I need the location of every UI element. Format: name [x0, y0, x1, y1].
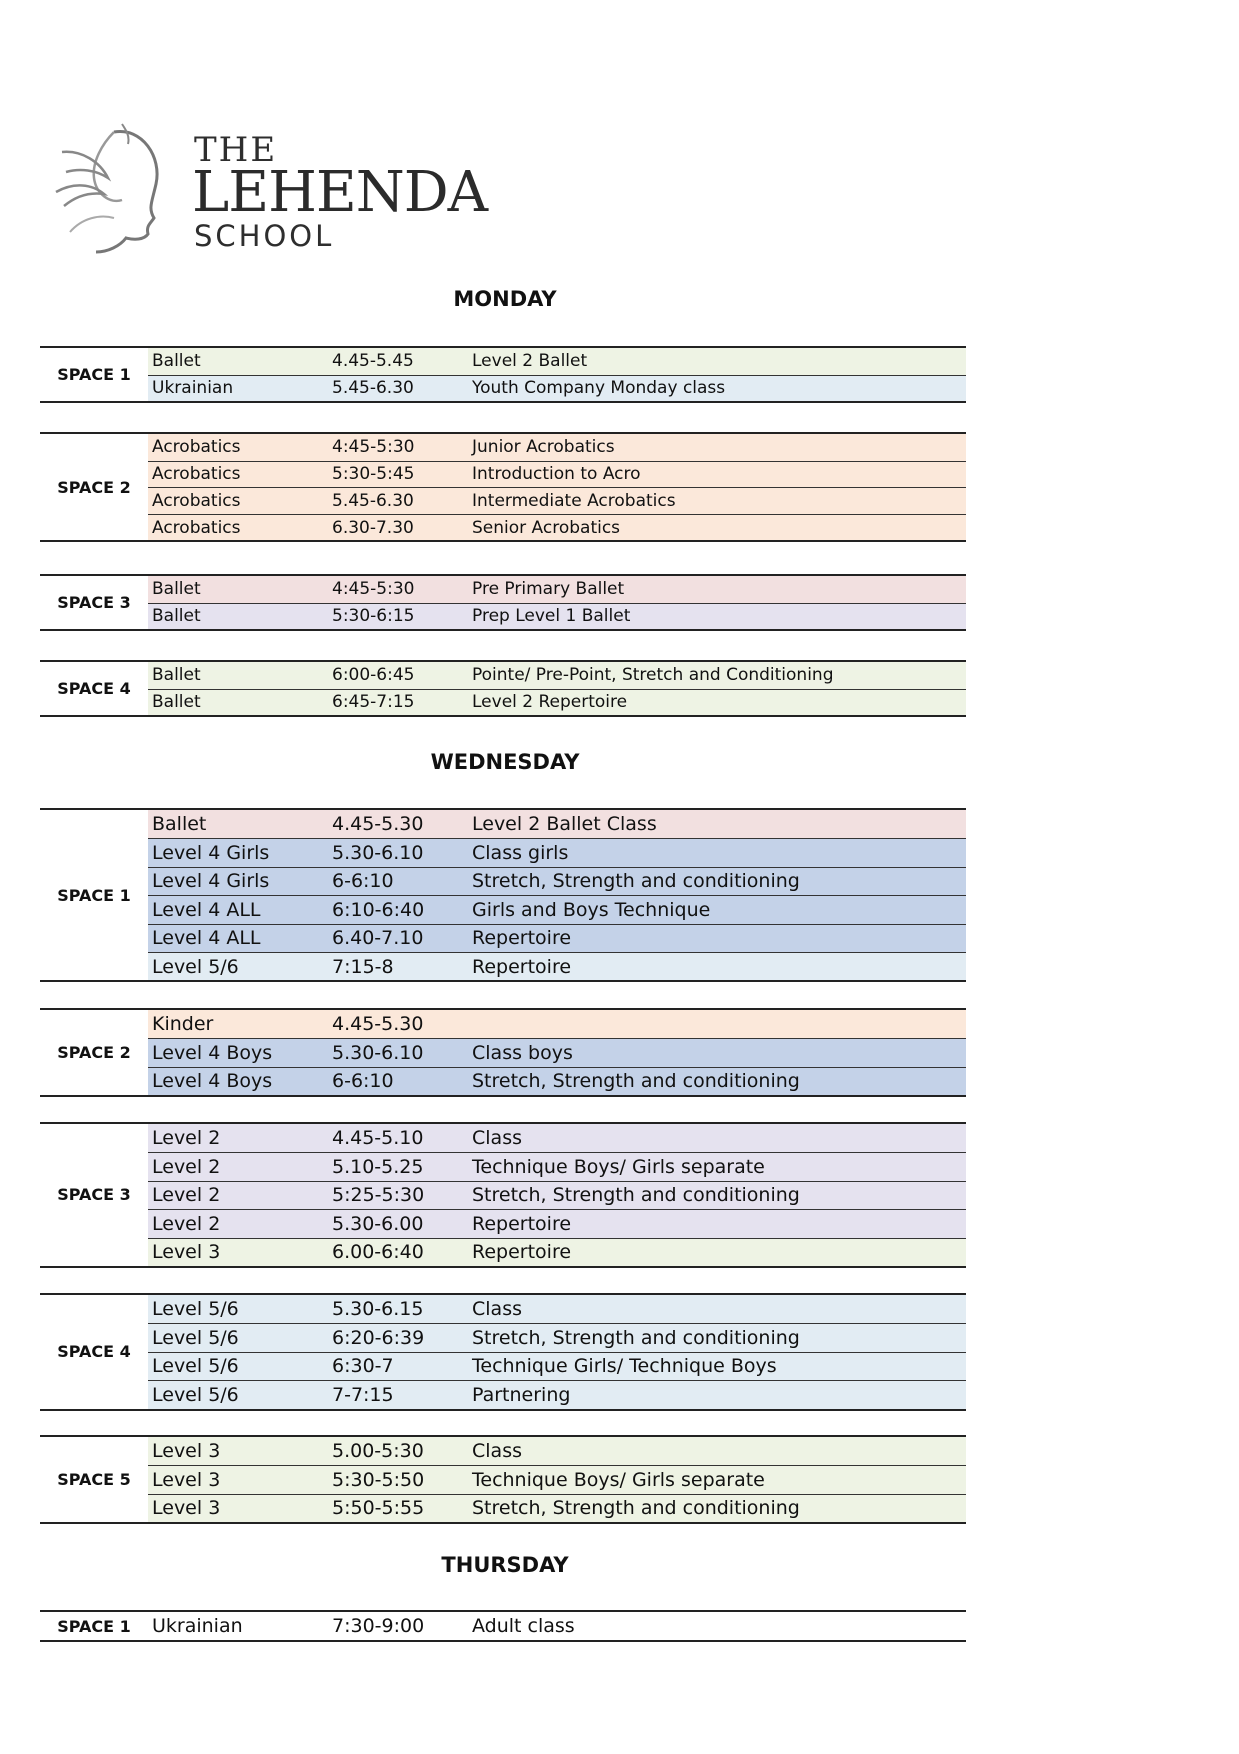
- schedule-group: [40, 660, 966, 717]
- time-slot: 4:45-5:30: [332, 579, 415, 600]
- time-slot: 6-6:10: [332, 870, 394, 893]
- time-slot: 5:25-5:30: [332, 1184, 425, 1207]
- schedule-group: [40, 346, 966, 403]
- space-label: SPACE 4: [57, 1342, 131, 1362]
- face-silhouette-icon: [52, 122, 172, 257]
- dance-style: Ukrainian: [152, 1615, 243, 1638]
- table-row: [148, 487, 966, 514]
- dance-style: Level 3: [152, 1497, 221, 1520]
- time-slot: 4.45-5.30: [332, 1013, 424, 1036]
- time-slot: 5.45-6.30: [332, 490, 414, 511]
- dance-style: Level 2: [152, 1212, 221, 1235]
- class-name: Prep Level 1 Ballet: [472, 606, 631, 627]
- time-slot: 5:30-5:45: [332, 464, 415, 485]
- class-name: Class girls: [472, 842, 569, 865]
- time-slot: 5:50-5:55: [332, 1497, 425, 1520]
- time-slot: 5:30-5:50: [332, 1469, 425, 1492]
- table-row: [148, 603, 966, 630]
- schedule-group: [40, 1435, 966, 1524]
- class-name: Technique Boys/ Girls separate: [472, 1469, 765, 1492]
- dance-style: Level 2: [152, 1127, 221, 1150]
- class-name: Repertoire: [472, 927, 572, 950]
- time-slot: 4.45-5.45: [332, 351, 414, 372]
- class-name: Class: [472, 1298, 522, 1321]
- time-slot: 5:30-6:15: [332, 606, 415, 627]
- space-label: SPACE 1: [57, 885, 131, 905]
- class-name: Stretch, Strength and conditioning: [472, 1327, 800, 1350]
- table-row: [148, 924, 966, 952]
- dance-style: Level 5/6: [152, 1383, 239, 1406]
- time-slot: 6:10-6:40: [332, 898, 425, 921]
- dance-style: Ballet: [152, 665, 201, 686]
- class-name: Pre Primary Ballet: [472, 579, 625, 600]
- time-slot: 6.40-7.10: [332, 927, 424, 950]
- dance-style: Ballet: [152, 606, 201, 627]
- space-label: SPACE 2: [57, 477, 131, 497]
- time-slot: 7-7:15: [332, 1383, 394, 1406]
- time-slot: 7:15-8: [332, 955, 394, 978]
- dance-style: Level 2: [152, 1156, 221, 1179]
- table-row: [148, 1437, 966, 1465]
- class-name: Level 2 Repertoire: [472, 692, 628, 713]
- time-slot: 6:00-6:45: [332, 665, 415, 686]
- dance-style: Level 4 ALL: [152, 898, 261, 921]
- time-slot: 6.30-7.30: [332, 517, 414, 538]
- table-row: [148, 1612, 966, 1640]
- schedule-group: [40, 1610, 966, 1642]
- table-row: [148, 1152, 966, 1180]
- table-row: [148, 689, 966, 716]
- schedule-group: [40, 1122, 966, 1268]
- dance-style: Acrobatics: [152, 437, 241, 458]
- dance-style: Level 2: [152, 1184, 221, 1207]
- class-name: Repertoire: [472, 955, 572, 978]
- dance-style: Level 4 ALL: [152, 927, 261, 950]
- table-row: [148, 1010, 966, 1038]
- class-name: Repertoire: [472, 1241, 572, 1264]
- dance-style: Level 5/6: [152, 955, 239, 978]
- class-name: Partnering: [472, 1383, 571, 1406]
- schedule-group: [40, 432, 966, 542]
- table-row: [148, 1465, 966, 1493]
- class-name: Stretch, Strength and conditioning: [472, 1184, 800, 1207]
- class-name: Girls and Boys Technique: [472, 898, 711, 921]
- space-label: SPACE 1: [57, 1616, 131, 1636]
- dance-style: Acrobatics: [152, 464, 241, 485]
- logo-the: THE: [194, 130, 278, 170]
- class-name: Technique Girls/ Technique Boys: [472, 1355, 777, 1378]
- schedule-group: [40, 1293, 966, 1411]
- table-row: [148, 1209, 966, 1237]
- logo-school: SCHOOL: [194, 219, 335, 253]
- dance-style: Ballet: [152, 692, 201, 713]
- table-row: [148, 1124, 966, 1152]
- class-name: Repertoire: [472, 1212, 572, 1235]
- time-slot: 6.00-6:40: [332, 1241, 424, 1264]
- dance-style: Level 5/6: [152, 1355, 239, 1378]
- dance-style: Level 4 Boys: [152, 1070, 273, 1093]
- space-label: SPACE 3: [57, 1185, 131, 1205]
- dance-style: Level 3: [152, 1440, 221, 1463]
- space-label: SPACE 4: [57, 679, 131, 699]
- time-slot: 5.30-6.00: [332, 1212, 424, 1235]
- time-slot: 4.45-5.10: [332, 1127, 424, 1150]
- table-row: [148, 662, 966, 689]
- schedule-group: [40, 574, 966, 631]
- space-label: SPACE 3: [57, 593, 131, 613]
- space-label: SPACE 1: [57, 365, 131, 385]
- class-name: Introduction to Acro: [472, 464, 641, 485]
- dance-style: Ballet: [152, 351, 201, 372]
- class-name: Class: [472, 1440, 522, 1463]
- table-row: [148, 895, 966, 923]
- day-title-thursday: THURSDAY: [441, 1553, 569, 1577]
- time-slot: 4.45-5.30: [332, 813, 424, 836]
- class-name: Junior Acrobatics: [472, 437, 615, 458]
- table-row: [148, 461, 966, 488]
- table-row: [148, 434, 966, 461]
- time-slot: 5.30-6.10: [332, 1042, 424, 1065]
- class-name: Stretch, Strength and conditioning: [472, 1070, 800, 1093]
- dance-style: Ballet: [152, 813, 207, 836]
- class-name: Stretch, Strength and conditioning: [472, 1497, 800, 1520]
- time-slot: 5.30-6.15: [332, 1298, 424, 1321]
- day-title-wednesday: WEDNESDAY: [430, 750, 580, 774]
- dance-style: Kinder: [152, 1013, 214, 1036]
- class-name: Class boys: [472, 1042, 573, 1065]
- dance-style: Level 3: [152, 1469, 221, 1492]
- class-name: Level 2 Ballet Class: [472, 813, 657, 836]
- dance-style: Level 4 Boys: [152, 1042, 273, 1065]
- dance-style: Acrobatics: [152, 490, 241, 511]
- time-slot: 5.00-5:30: [332, 1440, 424, 1463]
- dance-style: Level 4 Girls: [152, 842, 270, 865]
- logo-name: LEHENDA: [192, 160, 488, 225]
- time-slot: 5.30-6.10: [332, 842, 424, 865]
- schedule-group: [40, 808, 966, 982]
- time-slot: 7:30-9:00: [332, 1615, 425, 1638]
- dance-style: Acrobatics: [152, 517, 241, 538]
- class-name: Class: [472, 1127, 522, 1150]
- table-row: [148, 514, 966, 541]
- table-row: [148, 1181, 966, 1209]
- day-title-monday: MONDAY: [453, 287, 557, 311]
- table-row: [148, 348, 966, 375]
- class-name: Adult class: [472, 1615, 575, 1638]
- table-row: [148, 810, 966, 838]
- schedule-group: [40, 1008, 966, 1097]
- space-label: SPACE 5: [57, 1470, 131, 1490]
- table-row: [148, 1067, 966, 1095]
- class-name: Pointe/ Pre-Point, Stretch and Conditioning: [472, 665, 834, 686]
- table-row: [148, 1323, 966, 1351]
- time-slot: 5.10-5.25: [332, 1156, 424, 1179]
- class-name: Stretch, Strength and conditioning: [472, 870, 800, 893]
- dance-style: Ukrainian: [152, 378, 234, 399]
- class-name: Intermediate Acrobatics: [472, 490, 676, 511]
- time-slot: 6-6:10: [332, 1070, 394, 1093]
- table-row: [148, 867, 966, 895]
- time-slot: 6:30-7: [332, 1355, 394, 1378]
- time-slot: 5.45-6.30: [332, 378, 414, 399]
- dance-style: Level 3: [152, 1241, 221, 1264]
- table-row: [148, 952, 966, 980]
- dance-style: Level 5/6: [152, 1298, 239, 1321]
- table-row: [148, 375, 966, 402]
- table-row: [148, 1238, 966, 1266]
- time-slot: 6:20-6:39: [332, 1327, 425, 1350]
- class-name: Youth Company Monday class: [472, 378, 726, 399]
- class-name: Level 2 Ballet: [472, 351, 588, 372]
- table-row: [148, 838, 966, 866]
- class-name: Technique Boys/ Girls separate: [472, 1156, 765, 1179]
- table-row: [148, 576, 966, 603]
- table-row: [148, 1380, 966, 1408]
- table-row: [148, 1494, 966, 1522]
- dance-style: Level 5/6: [152, 1327, 239, 1350]
- time-slot: 6:45-7:15: [332, 692, 415, 713]
- dance-style: Level 4 Girls: [152, 870, 270, 893]
- table-row: [148, 1295, 966, 1323]
- table-row: [148, 1352, 966, 1380]
- school-logo: [52, 122, 492, 257]
- class-name: Senior Acrobatics: [472, 517, 621, 538]
- time-slot: 4:45-5:30: [332, 437, 415, 458]
- dance-style: Ballet: [152, 579, 201, 600]
- space-label: SPACE 2: [57, 1043, 131, 1063]
- table-row: [148, 1038, 966, 1066]
